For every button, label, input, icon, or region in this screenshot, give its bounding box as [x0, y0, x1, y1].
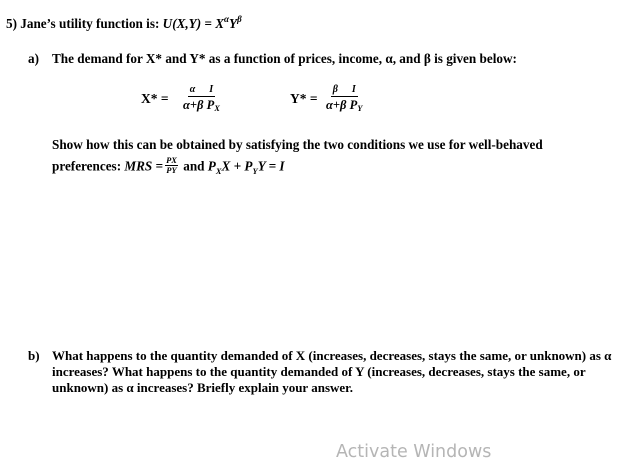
part-b-prompt: What happens to the quantity demanded of X (increases, decreases, stays the same, or unknown) as α increases? What happens to the quantity demanded of Y (increases, decreases, stays the same, or unknown) as α increases? Briefly explain your answer. [52, 348, 612, 395]
utility-function-lhs: U(X,Y) = X [162, 16, 225, 31]
utility-exponent-alpha: α [224, 14, 230, 24]
part-a-instruction-line1: Show how this can be obtained by satisfying the two conditions we use for well-behaved [52, 137, 543, 152]
and-text: and [179, 158, 208, 174]
y-demand-numerator [331, 84, 358, 97]
preferences-text: preferences: [52, 158, 125, 174]
y-demand-lhs: Y* = [290, 91, 318, 106]
utility-exponent-beta: β [237, 14, 242, 24]
question-header [6, 14, 242, 32]
part-b-label: b) [28, 348, 40, 363]
y-num-beta: β [332, 84, 338, 95]
x-demand-denominator [183, 97, 220, 116]
question-prefix: 5) Jane’s utility function is: [6, 16, 163, 31]
part-a-label: a) [28, 51, 39, 66]
mrs-numerator: PX [166, 155, 177, 165]
budget-end: Y = I [257, 158, 285, 174]
x-demand-fraction [183, 84, 220, 116]
x-demand-lhs: X* = [141, 91, 169, 106]
utility-function-y: Y [229, 16, 238, 31]
budget-p1: P [207, 158, 216, 174]
x-demand-numerator [188, 84, 215, 97]
x-num-income: I [209, 84, 214, 95]
mrs-label: MRS = [124, 158, 164, 174]
budget-p1-sub: X [215, 166, 222, 177]
mrs-fraction [165, 156, 178, 175]
mrs-denominator: PY [166, 165, 177, 175]
y-num-income: I [351, 84, 356, 95]
x-den-sub: X [214, 103, 220, 113]
budget-p2-sub: Y [252, 166, 258, 177]
y-den-sub: Y [357, 103, 363, 113]
x-den-main: α+β P [183, 98, 215, 112]
y-den-main: α+β P [326, 98, 358, 112]
y-demand-denominator [326, 97, 362, 116]
part-a-prompt: The demand for X* and Y* as a function of prices, income, α, and β is given below: [52, 51, 517, 66]
part-a-instruction-line2 [52, 155, 285, 177]
budget-mid: X + P [221, 158, 253, 174]
x-num-alpha: α [189, 84, 196, 95]
y-demand-fraction [326, 84, 362, 116]
activate-windows-watermark: Activate Windows [336, 442, 492, 462]
